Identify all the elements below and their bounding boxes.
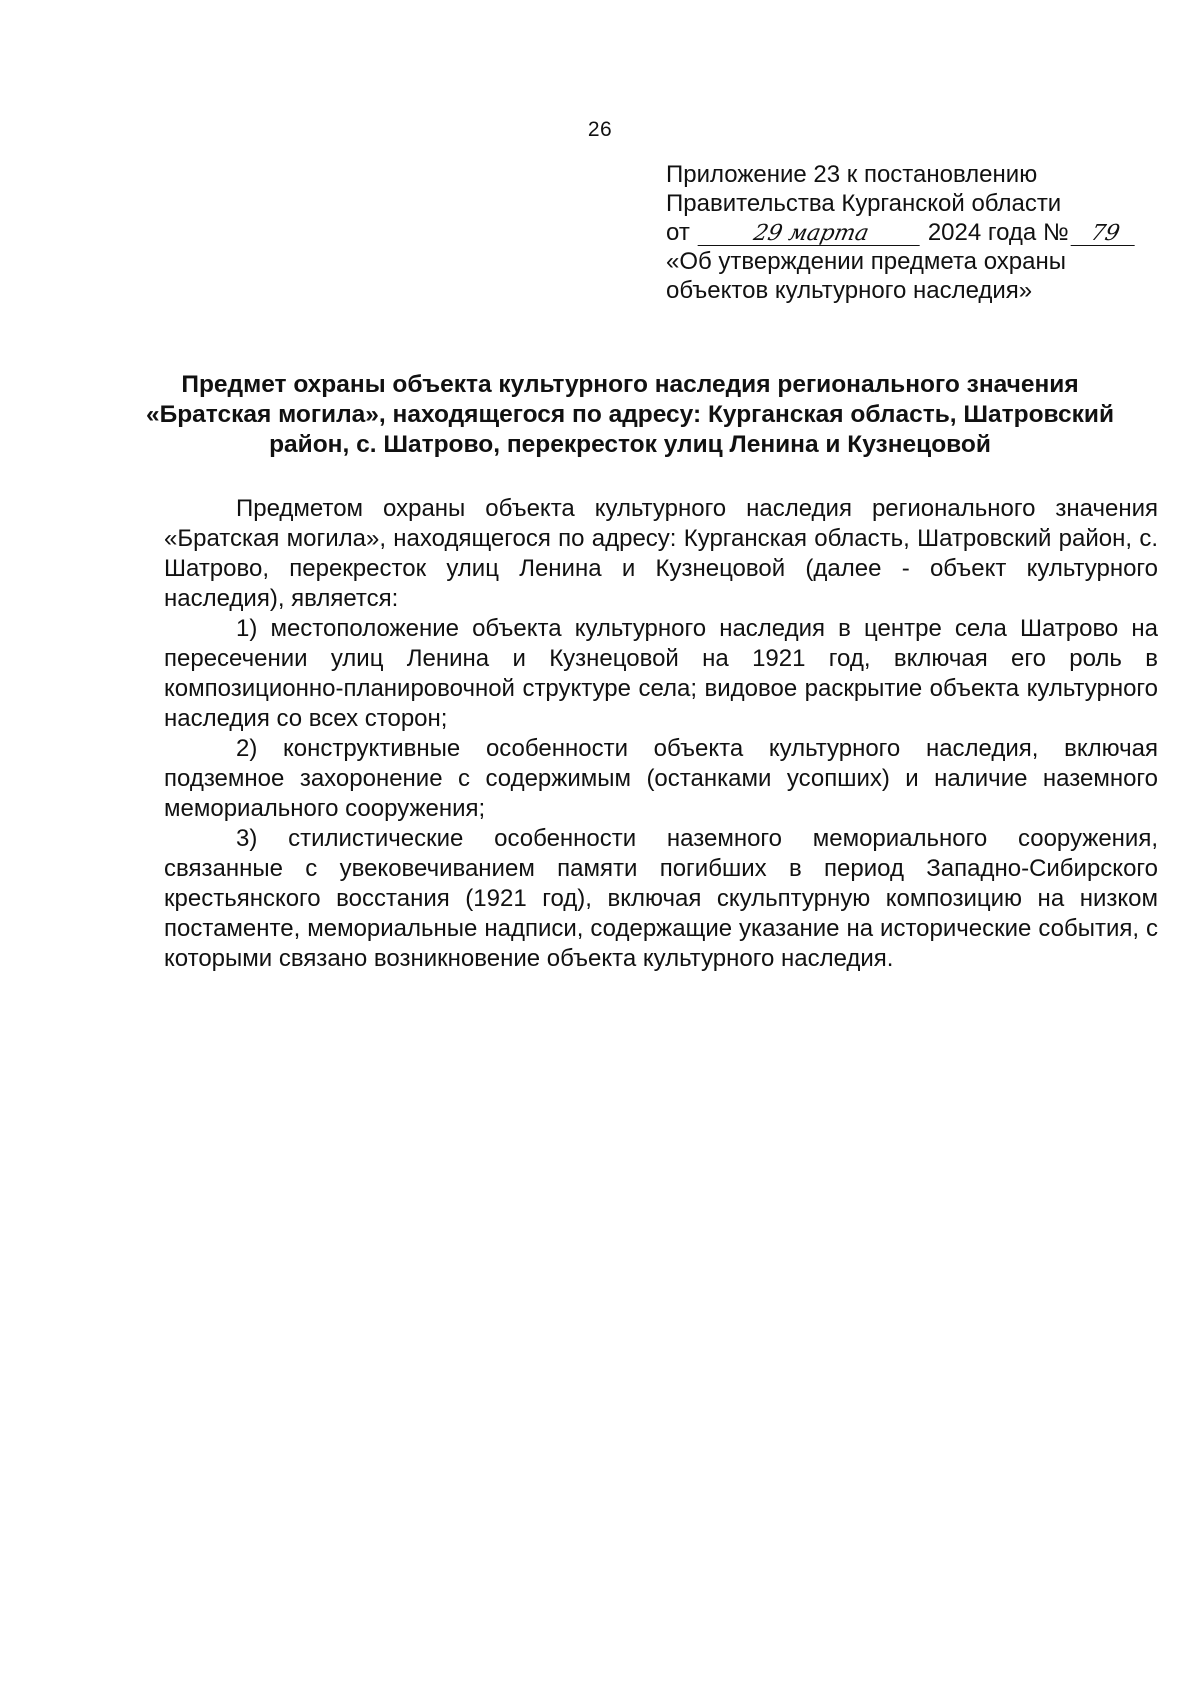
handwritten-date: 29 марта [697,223,924,246]
document-title: Предмет охраны объекта культурного наследия регионального значения «Братская могила», находящегося по адресу: Курганская область, Шатровский район, с. Шатрово, перекресток улиц Ленина и Кузнецовой [145,371,1115,458]
year-text: 2024 года № [927,219,1069,246]
list-item-2: 2) конструктивные особенности объекта культурного наследия, включая подземное захоронение с содержимым (останками усопших) и наличие наземного мемориального сооружения; [164,735,1158,822]
page-number: 26 [587,118,613,141]
handwritten-number: 79 [1070,223,1139,246]
appendix-line-4: «Об утверждении предмета охраны [666,248,1066,275]
appendix-line-5: объектов культурного наследия» [666,277,1033,304]
intro-paragraph: Предметом охраны объекта культурного наследия регионального значения «Братская могила», находящегося по адресу: Курганская область, Шатровский район, с. Шатрово, перекресток улиц Ленина и Кузнецовой (далее - объект культурного наследия), является: [164,495,1158,612]
document-body [164,494,1158,974]
date-prefix: от [666,219,690,246]
list-item-3: 3) стилистические особенности наземного мемориального сооружения, связанные с увековечиванием памяти погибших в период Западно-Сибирского крестьянского восстания (1921 год), включая скульптурную композицию на низком постаменте, мемориальные надписи, содержащие указание на исторические события, с которыми связано возникновение объекта культурного наследия. [164,825,1158,972]
appendix-line-1: Приложение 23 к постановлению [666,161,1038,188]
appendix-header [666,160,1166,305]
appendix-line-2: Правительства Курганской области [666,190,1062,217]
list-item-1: 1) местоположение объекта культурного наследия в центре села Шатрово на пересечении улиц Ленина и Кузнецовой на 1921 год, включая его роль в композиционно-планировочной структуре села; видовое раскрытие объекта культурного наследия со всех сторон; [164,615,1158,732]
appendix-date-line [666,218,1166,247]
